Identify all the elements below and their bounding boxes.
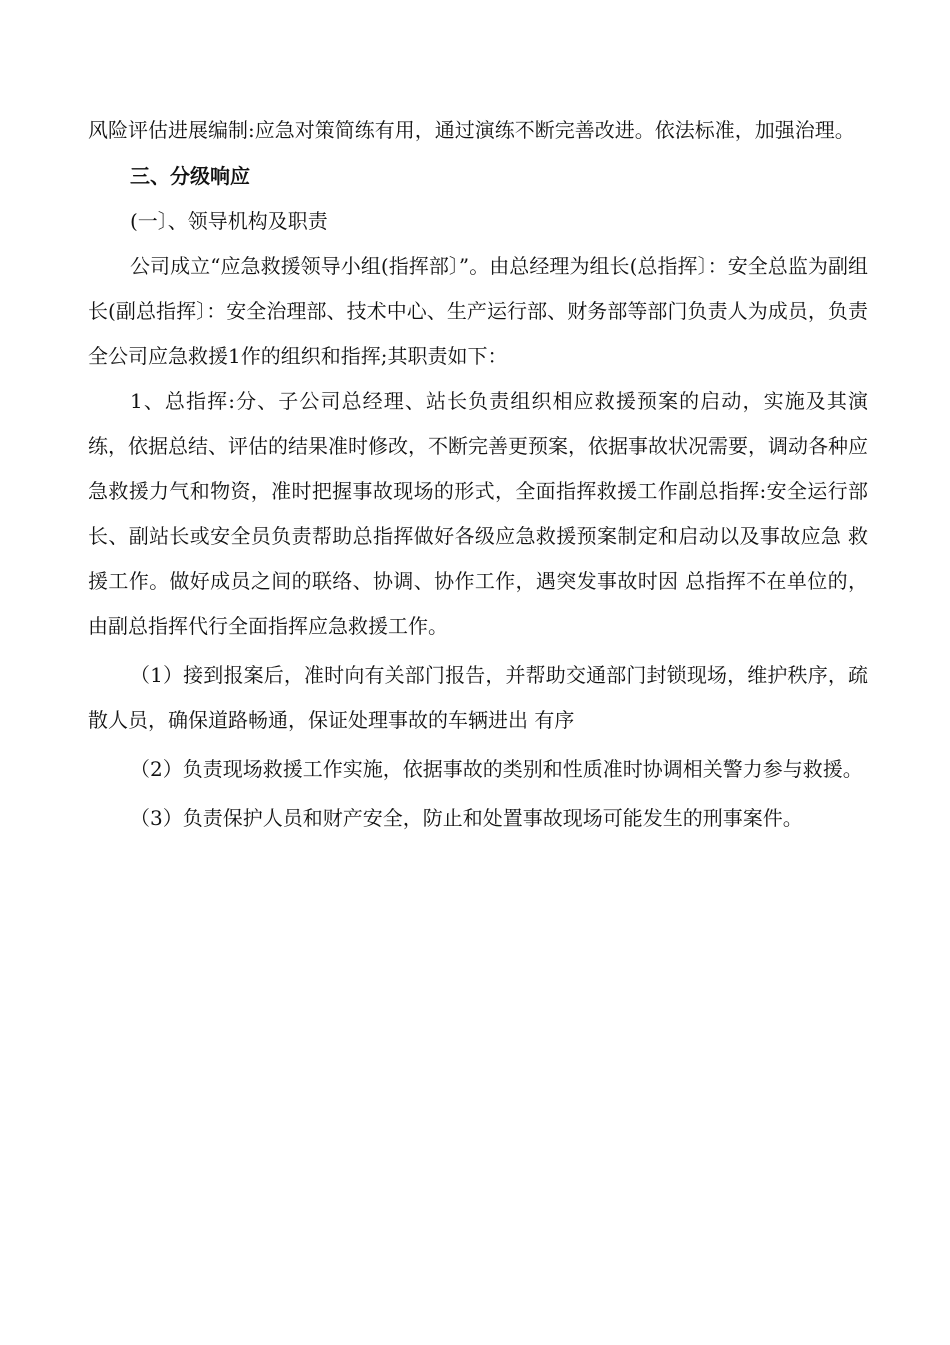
section-heading-graded-response: 三、分级响应 — [130, 164, 250, 188]
paragraph-commander-duties: 1、总指挥:分、子公司总经理、站长负责组织相应救援预案的启动，实施及其演练，依据总结、评估的结果准时修改，不断完善更预案，依据事故状况需要，调动各种应急救援力气和物资，准时把握事故现场的形式，全面指挥救援工作副总指挥:安全运行部长、副站长或安全员负责帮助总指挥做好各级应急救援预案制定和启动以及事故应急 救援工作。做好成员之间的联络、协调、协作工作，遇突发事故时因 总指挥不在单位的，由副总指挥代行全面指挥应急救援工作。 — [88, 389, 868, 638]
subsection-heading-leadership: (一〕、领导机构及职责 — [130, 209, 328, 233]
paragraph-risk-assessment: 风险评估进展编制:应急对策简练有用，通过演练不断完善改进。依法标准，加强治理。 — [88, 118, 855, 142]
list-item-2: （2）负责现场救援工作实施，依据事故的类别和性质准时协调相关警力参与救援。 — [130, 757, 863, 781]
document-body — [88, 108, 868, 841]
paragraph-leadership-group: 公司成立“应急救援领导小组(指挥部〕”。由总经理为组长(总指挥〕：安全总监为副组长(副总指挥〕：安全治理部、技术中心、生产运行部、财务部等部门负责人为成员，负责全公司应急救援1作的组织和指挥;其职责如下： — [88, 254, 868, 368]
list-item-1: （1）接到报案后，准时向有关部门报告，并帮助交通部门封锁现场，维护秩序，疏散人员，确保道路畅通，保证处理事故的车辆进出 有序 — [88, 663, 868, 732]
list-item-3: （3）负责保护人员和财产安全，防止和处置事故现场可能发生的刑事案件。 — [130, 806, 803, 830]
